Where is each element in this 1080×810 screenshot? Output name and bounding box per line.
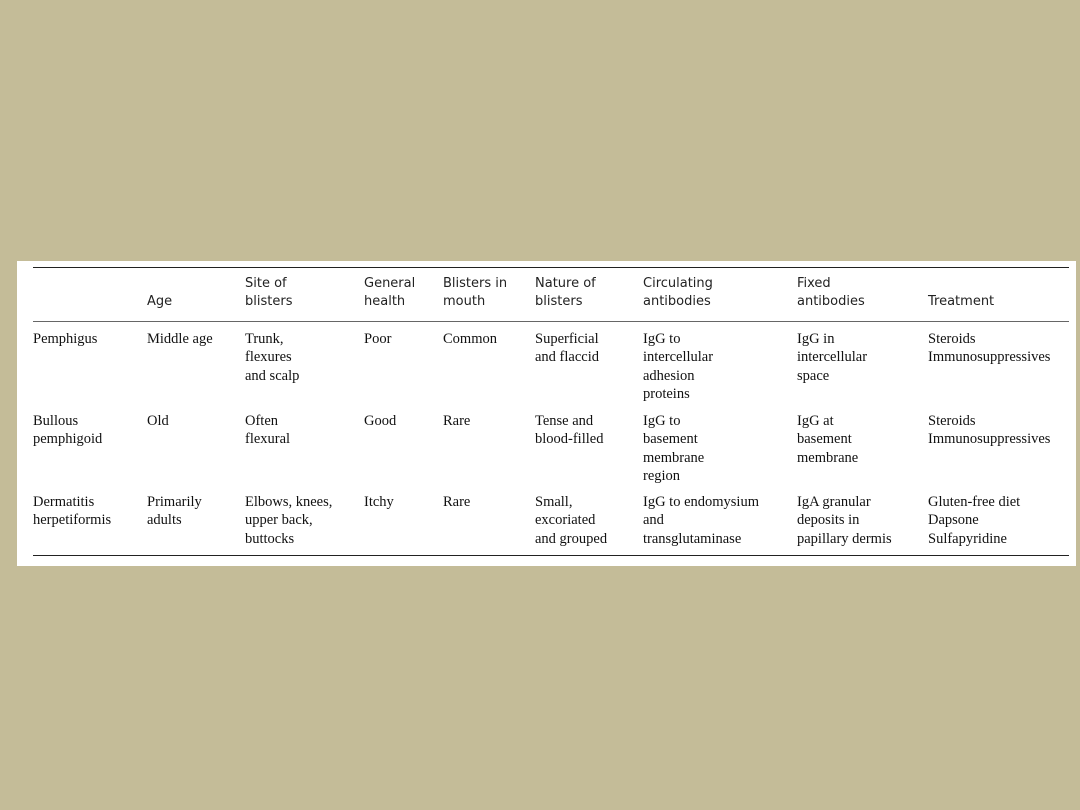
table-header-rule bbox=[33, 321, 1069, 322]
row-dermatitis-herpetiformis-age: Primarily adults bbox=[147, 494, 202, 529]
row-bullous-pemphigoid-age: Old bbox=[147, 413, 169, 429]
row-pemphigus-treatment: Steroids Immunosuppressives bbox=[928, 331, 1051, 366]
row-pemphigus-health: Poor bbox=[364, 331, 392, 347]
row-bullous-pemphigoid-circulating: IgG to basement membrane region bbox=[643, 413, 705, 485]
row-pemphigus-disease: Pemphigus bbox=[33, 331, 98, 347]
header-treatment: Treatment bbox=[928, 294, 995, 309]
header-circulating-antibodies: Circulating antibodies bbox=[643, 276, 713, 309]
row-pemphigus-site: Trunk, flexures and scalp bbox=[245, 331, 300, 384]
row-dermatitis-herpetiformis-fixed: IgA granular deposits in papillary dermis bbox=[797, 494, 892, 547]
header-site-of-blisters: Site of blisters bbox=[245, 276, 293, 309]
row-dermatitis-herpetiformis-treatment: Gluten-free diet Dapsone Sulfapyridine bbox=[928, 494, 1021, 547]
table-top-rule bbox=[33, 267, 1069, 268]
row-dermatitis-herpetiformis-mouth: Rare bbox=[443, 494, 471, 510]
table-bottom-rule bbox=[33, 555, 1069, 556]
comparison-table bbox=[17, 261, 1076, 566]
row-bullous-pemphigoid-mouth: Rare bbox=[443, 413, 471, 429]
row-bullous-pemphigoid-fixed: IgG at basement membrane bbox=[797, 413, 859, 466]
row-pemphigus-circulating: IgG to intercellular adhesion proteins bbox=[643, 331, 714, 403]
row-dermatitis-herpetiformis-site: Elbows, knees, upper back, buttocks bbox=[245, 494, 333, 547]
row-dermatitis-herpetiformis-disease: Dermatitis herpetiformis bbox=[33, 494, 112, 529]
row-bullous-pemphigoid-health: Good bbox=[364, 413, 397, 429]
row-pemphigus-age: Middle age bbox=[147, 331, 213, 347]
header-nature-of-blisters: Nature of blisters bbox=[535, 276, 596, 309]
row-bullous-pemphigoid-treatment: Steroids Immunosuppressives bbox=[928, 413, 1051, 448]
row-pemphigus-mouth: Common bbox=[443, 331, 497, 347]
header-fixed-antibodies: Fixed antibodies bbox=[797, 276, 865, 309]
row-dermatitis-herpetiformis-health: Itchy bbox=[364, 494, 394, 510]
row-dermatitis-herpetiformis-circulating: IgG to endomysium and transglutaminase bbox=[643, 494, 759, 547]
header-general-health: General health bbox=[364, 276, 416, 309]
header-blisters-in-mouth: Blisters in mouth bbox=[443, 276, 508, 309]
row-pemphigus-fixed: IgG in intercellular space bbox=[797, 331, 868, 384]
header-age: Age bbox=[147, 294, 173, 309]
row-bullous-pemphigoid-disease: Bullous pemphigoid bbox=[33, 413, 103, 448]
row-pemphigus-nature: Superficial and flaccid bbox=[535, 331, 600, 366]
row-bullous-pemphigoid-site: Often flexural bbox=[245, 413, 291, 448]
row-dermatitis-herpetiformis-nature: Small, excoriated and grouped bbox=[535, 494, 608, 547]
row-bullous-pemphigoid-nature: Tense and blood-filled bbox=[535, 413, 604, 448]
